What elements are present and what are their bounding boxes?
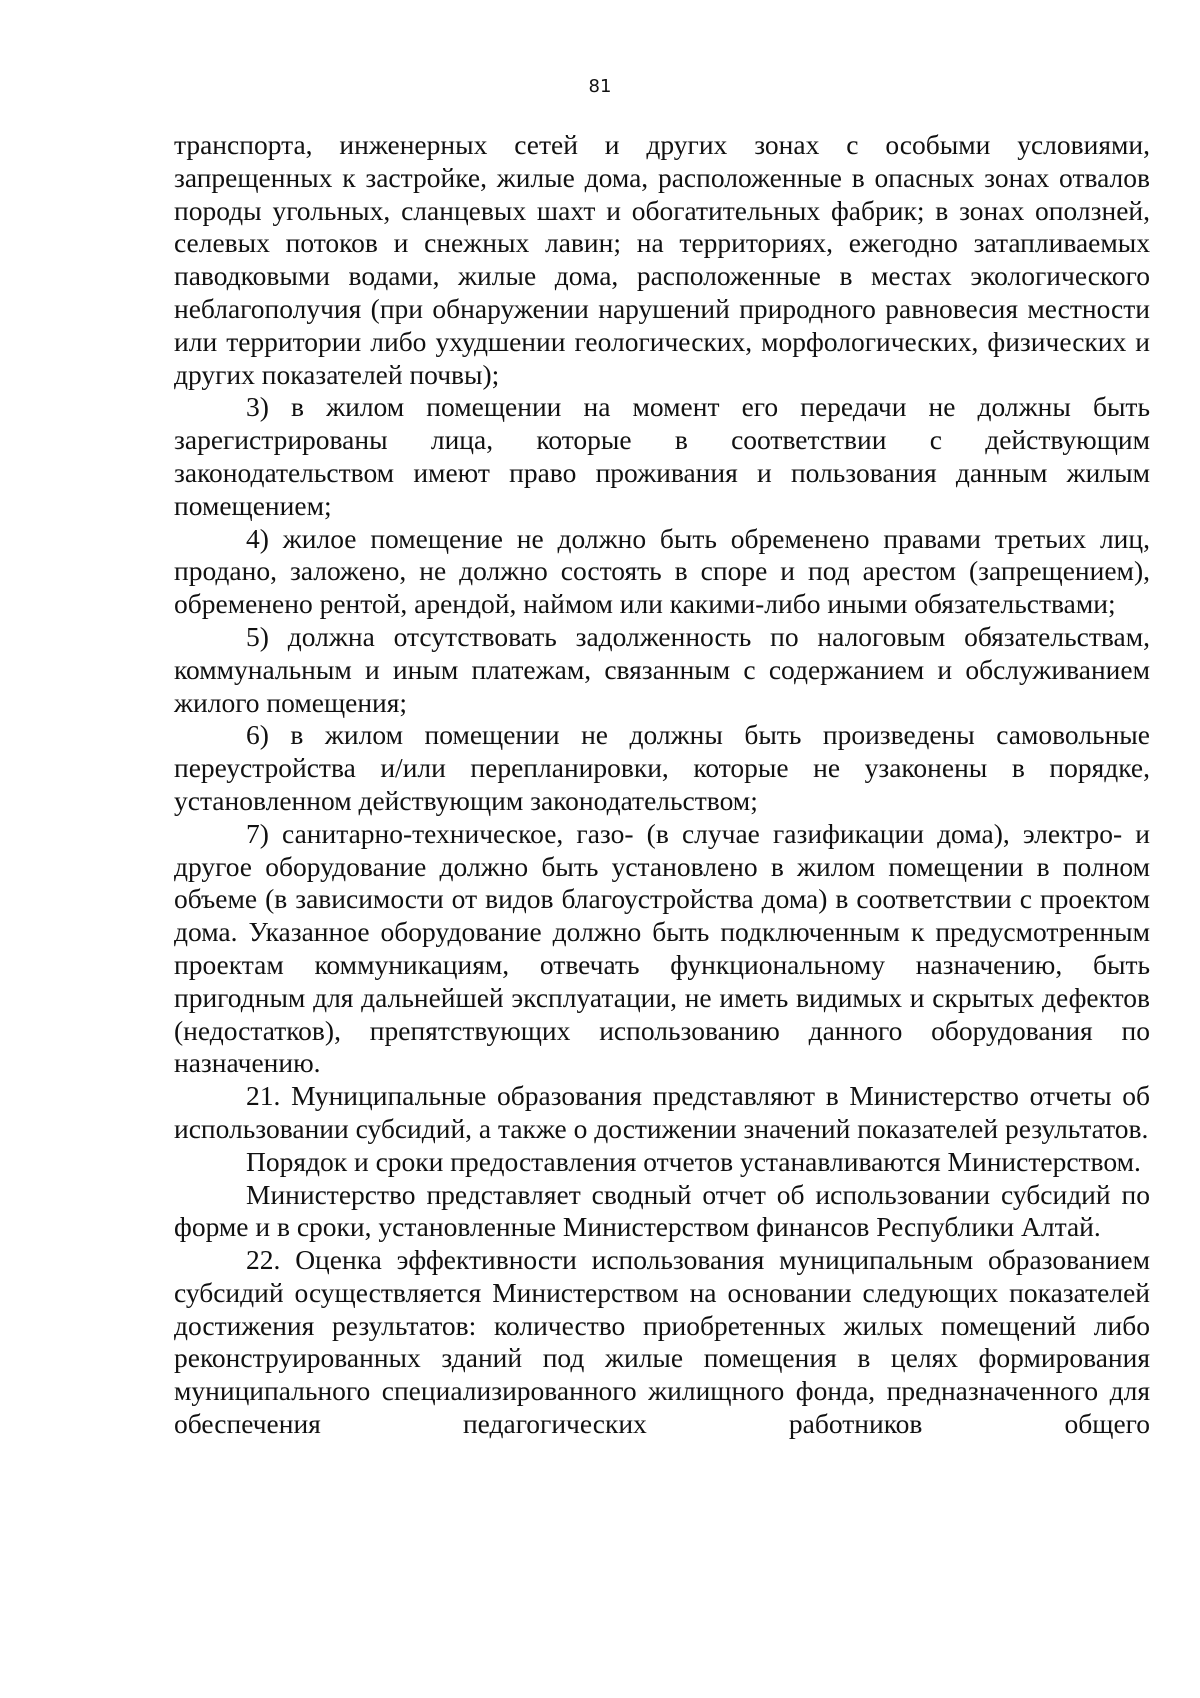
page-number: 81 [588,76,612,97]
paragraph-clause-21: 21. Муниципальные образования представляют в Министерство отчеты об использовании субсидий, а также о достижении значений показателей результатов. [174,1080,1150,1144]
document-body [174,129,1150,1441]
paragraph-clause-22: 22. Оценка эффективности использования муниципальным образованием субсидий осуществляется Министерством на основании следующих показателей достижения результатов: количество приобретенных жилых помещений либо реконструированных зданий под жилые помещения в целях формирования муниципального специализированного жилищного фонда, предназначенного для обеспечения педагогических работников общего [174,1244,1150,1440]
paragraph-item-3: 3) в жилом помещении на момент его передачи не должны быть зарегистрированы лица, которые в соответствии с действующим законодательством имеют право проживания и пользования данным жилым помещением; [174,391,1150,521]
paragraph-report-procedure: Порядок и сроки предоставления отчетов устанавливаются Министерством. [246,1145,1141,1177]
paragraph-item-7: 7) санитарно-техническое, газо- (в случае газификации дома), электро- и другое оборудование должно быть установлено в жилом помещении в полном объеме (в зависимости от видов благоустройства дома) в соответствии с проектом дома. Указанное оборудование должно быть подключенным к предусмотренным проектам коммуникациям, отвечать функциональному назначению, быть пригодным для дальнейшей эксплуатации, не иметь видимых и скрытых дефектов (недостатков), препятствующих использованию данного оборудования по назначению. [174,817,1150,1079]
paragraph-item-5: 5) должна отсутствовать задолженность по налоговым обязательствам, коммунальным и иным платежам, связанным с содержанием и обслуживанием жилого помещения; [174,620,1150,718]
paragraph-item-6: 6) в жилом помещении не должны быть произведены самовольные переустройства и/или перепланировки, которые не узаконены в порядке, установленном действующим законодательством; [174,719,1150,816]
paragraph-item-4: 4) жилое помещение не должно быть обременено правами третьих лиц, продано, заложено, не должно состоять в споре и под арестом (запрещением), обременено рентой, арендой, наймом или какими-либо иными обязательствами; [174,522,1150,620]
paragraph-summary-report: Министерство представляет сводный отчет об использовании субсидий по форме и в сроки, установленные Министерством финансов Республики Алтай. [174,1178,1150,1243]
paragraph-continuation: транспорта, инженерных сетей и других зонах с особыми условиями, запрещенных к застройке, жилые дома, расположенные в опасных зонах отвалов породы угольных, сланцевых шахт и обогатительных фабрик; в зонах оползней, селевых потоков и снежных лавин; на территориях, ежегодно затапливаемых паводковыми водами, жилые дома, расположенные в местах экологического неблагополучия (при обнаружении нарушений природного равновесия местности или территории либо ухудшении геологических, морфологических, физических и других показателей почвы); [174,129,1150,390]
